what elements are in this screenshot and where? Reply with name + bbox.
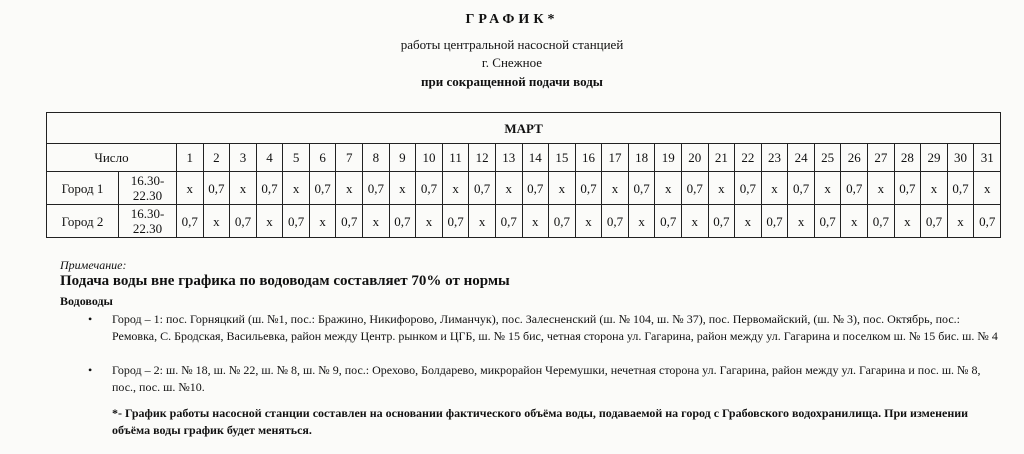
supply-value-cell: 0,7 <box>177 205 204 238</box>
city-label: Город 1 <box>47 172 119 205</box>
supply-value-cell: x <box>708 172 735 205</box>
supply-value-cell: 0,7 <box>974 205 1001 238</box>
day-header-cell: 28 <box>894 144 921 172</box>
document-subtitle-mode: при сокращенной подачи воды <box>421 74 603 89</box>
day-header-cell: 2 <box>203 144 230 172</box>
supply-value-cell: x <box>495 172 522 205</box>
supply-value-cell: 0,7 <box>947 172 974 205</box>
supply-value-cell: x <box>522 205 549 238</box>
water-line-item <box>88 311 1002 345</box>
supply-value-cell: x <box>788 205 815 238</box>
day-header-cell: 12 <box>469 144 496 172</box>
day-column-caption: Число <box>47 144 177 172</box>
supply-value-cell: x <box>389 172 416 205</box>
supply-value-cell: x <box>735 205 762 238</box>
supply-value-cell: 0,7 <box>549 205 576 238</box>
day-header-cell: 4 <box>256 144 283 172</box>
day-header-row <box>47 144 1001 172</box>
day-header-cell: 9 <box>389 144 416 172</box>
day-header-cell: 25 <box>814 144 841 172</box>
supply-value-cell: 0,7 <box>442 205 469 238</box>
supply-value-cell: x <box>575 205 602 238</box>
supply-value-cell: 0,7 <box>575 172 602 205</box>
supply-value-cell: x <box>230 172 257 205</box>
day-header-cell: 23 <box>761 144 788 172</box>
supply-value-cell: 0,7 <box>655 205 682 238</box>
city-label: Город 2 <box>47 205 119 238</box>
day-header-cell: 16 <box>575 144 602 172</box>
day-header-cell: 30 <box>947 144 974 172</box>
schedule-table <box>46 112 1001 238</box>
document-title: ГРАФИК* <box>465 12 559 27</box>
supply-value-cell: x <box>416 205 443 238</box>
day-header-cell: 29 <box>921 144 948 172</box>
supply-value-cell: 0,7 <box>522 172 549 205</box>
supply-value-cell: 0,7 <box>416 172 443 205</box>
bullet-icon: • <box>88 363 93 377</box>
month-heading: МАРТ <box>47 113 1001 144</box>
note-label: Примечание: <box>60 258 127 272</box>
day-header-cell: 7 <box>336 144 363 172</box>
supply-value-cell: x <box>336 172 363 205</box>
city-row <box>47 205 1001 238</box>
day-header-cell: 15 <box>549 144 576 172</box>
supply-value-cell: x <box>921 172 948 205</box>
supply-value-cell: 0,7 <box>363 172 390 205</box>
supply-value-cell: x <box>974 172 1001 205</box>
day-header-cell: 20 <box>681 144 708 172</box>
day-header-cell: 13 <box>495 144 522 172</box>
water-lines-heading: Водоводы <box>60 294 113 308</box>
day-header-cell: 26 <box>841 144 868 172</box>
day-header-cell: 18 <box>628 144 655 172</box>
time-window: 16.30- 22.30 <box>119 205 177 238</box>
time-window: 16.30- 22.30 <box>119 172 177 205</box>
water-line-text: Город – 2: ш. № 18, ш. № 22, ш. № 8, ш. № 9, пос.: Орехово, Болдарево, микрорайон Черемушки, нечетная сторона ул. Гагарина, район между ул. Гагарина и пос. ш. № 8, пос., пос. ш. №10. <box>112 363 981 394</box>
day-header-cell: 31 <box>974 144 1001 172</box>
day-header-cell: 19 <box>655 144 682 172</box>
day-header-cell: 11 <box>442 144 469 172</box>
supply-value-cell: x <box>177 172 204 205</box>
supply-value-cell: 0,7 <box>788 172 815 205</box>
supply-value-cell: x <box>442 172 469 205</box>
supply-value-cell: x <box>655 172 682 205</box>
supply-value-cell: 0,7 <box>256 172 283 205</box>
supply-value-cell: x <box>363 205 390 238</box>
water-line-text: Город – 1: пос. Горняцкий (ш. №1, пос.: Бражино, Никифорово, Лиманчук), пос. Залесненский (ш. № 104, ш. № 37), пос. Первомайский, (ш. № 3), пос. Октябрь, пос.: Ремовка, С. Бродская, Васильевка, район между Центр. рынком и ЦГБ, ш. № 15 бис, четная сторона ул. Гагарина, район между ул. Гагарина и поселком ш. № 15 бис. ш. № 4 <box>112 312 998 343</box>
supply-value-cell: 0,7 <box>469 172 496 205</box>
supply-value-cell: x <box>309 205 336 238</box>
supply-value-cell: x <box>256 205 283 238</box>
supply-value-cell: 0,7 <box>389 205 416 238</box>
supply-value-cell: x <box>628 205 655 238</box>
supply-value-cell: x <box>283 172 310 205</box>
supply-value-cell: 0,7 <box>283 205 310 238</box>
supply-value-cell: x <box>203 205 230 238</box>
supply-value-cell: 0,7 <box>868 205 895 238</box>
supply-value-cell: 0,7 <box>814 205 841 238</box>
day-header-cell: 14 <box>522 144 549 172</box>
footnote: *- График работы насосной станции составлен на основании фактического объёма воды, подаваемой на город с Грабовского водохранилища. При изменении объёма воды график будет меняться. <box>112 406 969 437</box>
supply-value-cell: 0,7 <box>894 172 921 205</box>
supply-value-cell: x <box>761 172 788 205</box>
supply-value-cell: x <box>947 205 974 238</box>
supply-value-cell: x <box>894 205 921 238</box>
day-header-cell: 5 <box>283 144 310 172</box>
document-subtitle-station: работы центральной насосной станцией <box>400 37 624 52</box>
supply-value-cell: 0,7 <box>921 205 948 238</box>
supply-value-cell: x <box>549 172 576 205</box>
supply-value-cell: 0,7 <box>761 205 788 238</box>
day-header-cell: 8 <box>363 144 390 172</box>
supply-value-cell: 0,7 <box>681 172 708 205</box>
day-header-cell: 1 <box>177 144 204 172</box>
day-header-cell: 27 <box>868 144 895 172</box>
supply-value-cell: 0,7 <box>735 172 762 205</box>
supply-value-cell: 0,7 <box>602 205 629 238</box>
day-header-cell: 24 <box>788 144 815 172</box>
supply-value-cell: x <box>602 172 629 205</box>
day-header-cell: 10 <box>416 144 443 172</box>
supply-value-cell: 0,7 <box>336 205 363 238</box>
supply-value-cell: 0,7 <box>628 172 655 205</box>
supply-value-cell: x <box>469 205 496 238</box>
supply-value-cell: 0,7 <box>203 172 230 205</box>
day-header-cell: 3 <box>230 144 257 172</box>
day-header-cell: 22 <box>735 144 762 172</box>
day-header-cell: 21 <box>708 144 735 172</box>
water-line-item <box>88 362 1002 396</box>
document-subtitle-city: г. Снежное <box>481 55 543 70</box>
bullet-icon: • <box>88 312 93 326</box>
city-row <box>47 172 1001 205</box>
supply-value-cell: 0,7 <box>495 205 522 238</box>
supply-value-cell: 0,7 <box>708 205 735 238</box>
supply-value-cell: 0,7 <box>841 172 868 205</box>
supply-value-cell: x <box>841 205 868 238</box>
supply-value-cell: x <box>814 172 841 205</box>
supply-value-cell: 0,7 <box>230 205 257 238</box>
day-header-cell: 17 <box>602 144 629 172</box>
day-header-cell: 6 <box>309 144 336 172</box>
supply-value-cell: x <box>681 205 708 238</box>
supply-value-cell: 0,7 <box>309 172 336 205</box>
norm-statement: Подача воды вне графика по водоводам составляет 70% от нормы <box>60 273 510 289</box>
supply-value-cell: x <box>868 172 895 205</box>
